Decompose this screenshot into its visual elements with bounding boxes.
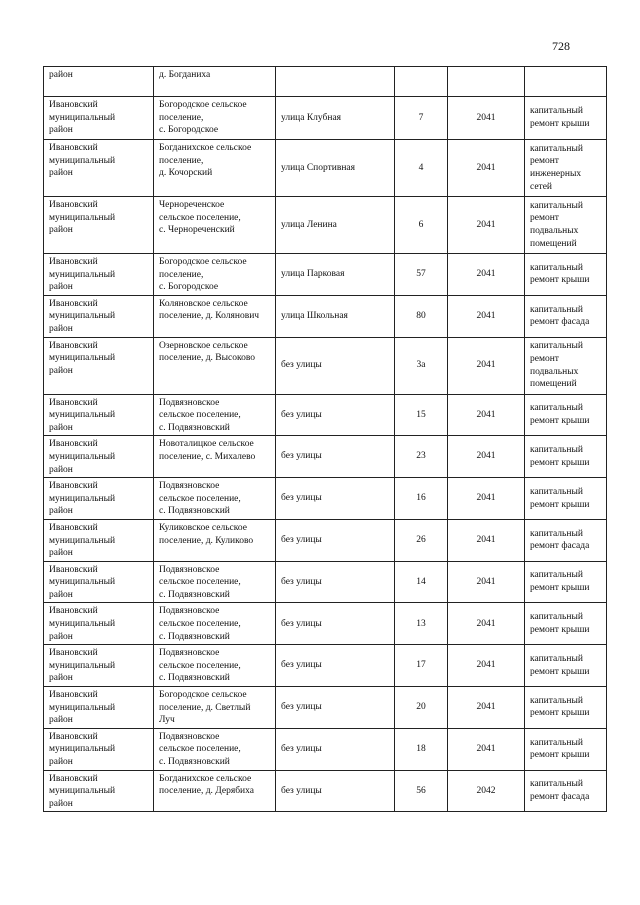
district-cell [44,728,154,770]
year-cell: 2041 [448,436,525,478]
settlement-cell [154,436,276,478]
work-type-cell-line: капитальный [530,262,583,273]
settlement-cell [154,394,276,436]
district-cell [44,140,154,197]
work-type-cell-line: капитальный [530,486,583,497]
settlement-cell-line: с. Чернореченский [159,225,235,236]
settlement-cell-line: поселение, с. Михалево [159,451,256,462]
street-cell: улица Школьная [276,295,395,337]
year-cell: 2041 [448,295,525,337]
settlement-cell-line: д. Кочорский [159,168,213,179]
district-cell-line: район [49,798,73,809]
work-type-cell-line: капитальный [530,654,583,665]
district-cell-line: Ивановский [49,200,98,210]
page-number: 728 [552,39,570,53]
district-cell-line: муниципальный [49,702,116,713]
settlement-cell-line: поселение, д. Дерябиха [159,786,254,797]
work-type-cell-line: капитальный [530,528,583,539]
work-type-cell-line: капитальный [530,200,583,211]
district-cell-line: муниципальный [49,660,116,671]
year-cell: 2042 [448,770,525,812]
table-row [44,254,607,296]
year-cell: 2041 [448,140,525,197]
district-cell [44,645,154,687]
settlement-cell-line: Подвязновское [159,481,220,492]
settlement-cell-line: Чернореченское [159,200,225,210]
street-cell: улица Парковая [276,254,395,296]
year-cell: 2041 [448,728,525,770]
settlement-cell-line: Подвязновское [159,564,220,575]
work-type-cell-line: ремонт крыши [530,119,590,129]
district-cell [44,687,154,729]
work-type-cell-line: капитальный [530,106,583,117]
work-type-cell [525,97,607,140]
work-type-cell-line: ремонт крыши [530,583,590,594]
district-cell-line: район [49,225,73,236]
settlement-cell-line: Подвязновское [159,648,220,659]
district-cell-line: район [49,168,73,179]
district-cell-line: муниципальный [49,493,116,504]
district-cell-line: Ивановский [49,690,98,701]
work-type-cell [525,770,607,812]
table-row [44,337,607,394]
settlement-cell-line: сельское поселение, [159,493,241,504]
work-type-cell [525,603,607,645]
district-cell-line: муниципальный [49,451,116,462]
work-type-cell [525,140,607,197]
work-type-cell-line: ремонт крыши [530,624,590,635]
street-cell: без улицы [276,478,395,520]
table-row [44,728,607,770]
settlement-cell-line: сельское поселение, [159,212,241,223]
work-type-cell-line: капитальный [530,612,583,623]
settlement-cell-line: Коляновское сельское [159,298,248,309]
work-type-cell [525,295,607,337]
work-type-cell-line: капитальный [530,403,583,414]
settlement-cell-line: Луч [159,715,175,726]
district-cell-line: муниципальный [49,269,116,280]
settlement-cell-line: сельское поселение, [159,619,241,630]
district-cell-line: район [49,323,73,334]
work-type-cell-line: капитальный [530,445,583,456]
table-row [44,561,607,603]
district-cell-line: Ивановский [49,731,98,742]
district-cell-line: муниципальный [49,155,116,166]
district-cell-line: Ивановский [49,340,98,351]
district-cell-line: Ивановский [49,773,98,784]
settlement-cell-line: Озерновское сельское [159,340,248,351]
work-type-cell-line: ремонт [530,353,559,364]
table-row [44,67,607,97]
settlement-cell-line: Подвязновское [159,731,220,742]
settlement-cell-line: поселение, [159,155,204,166]
settlement-cell-line: поселение, д. Высоково [159,353,256,364]
street-cell: улица Клубная [276,97,395,140]
work-type-cell-line: капитальный [530,779,583,790]
street-cell: без улицы [276,561,395,603]
table-row [44,436,607,478]
work-type-cell-line: ремонт [530,156,559,167]
district-cell-line: муниципальный [49,619,116,630]
table-row [44,140,607,197]
settlement-cell [154,140,276,197]
district-cell-line: район [49,365,73,376]
settlement-cell-line: Подвязновское [159,397,220,408]
work-type-cell-line: ремонт крыши [530,275,590,286]
work-type-cell-line: ремонт крыши [530,708,590,719]
table-row [44,770,607,812]
district-cell-line: муниципальный [49,212,116,223]
district-cell-line: муниципальный [49,353,116,364]
year-cell: 2041 [448,478,525,520]
work-type-cell-line: сетей [530,181,553,192]
work-type-cell [525,728,607,770]
settlement-cell-line: Богданихское сельское [159,143,252,153]
house-number-cell: 57 [395,254,448,296]
house-number-cell: 6 [395,197,448,254]
district-cell [44,561,154,603]
settlement-cell [154,728,276,770]
settlement-cell [154,770,276,812]
district-cell-line: Ивановский [49,522,98,533]
district-cell [44,254,154,296]
settlement-cell-line: д. Богданиха [159,70,211,80]
work-type-cell-line: капитальный [530,695,583,706]
work-type-cell [525,254,607,296]
district-cell-line: район [49,506,73,517]
settlement-cell-line: сельское поселение, [159,577,241,588]
district-cell-line: Ивановский [49,397,98,408]
work-type-cell [525,519,607,561]
street-cell: без улицы [276,337,395,394]
year-cell [448,67,525,97]
work-type-cell [525,478,607,520]
district-cell-line: район [49,673,73,684]
settlement-cell [154,67,276,97]
settlement-cell [154,337,276,394]
house-number-cell: 17 [395,645,448,687]
street-cell: улица Спортивная [276,140,395,197]
district-cell-line: район [49,715,73,726]
district-cell [44,337,154,394]
district-cell-line: муниципальный [49,786,116,797]
district-cell-line: Ивановский [49,648,98,659]
year-cell: 2041 [448,519,525,561]
table-row [44,394,607,436]
settlement-cell [154,478,276,520]
settlement-cell-line: сельское поселение, [159,744,241,755]
street-cell: без улицы [276,770,395,812]
house-number-cell: 80 [395,295,448,337]
settlement-cell [154,603,276,645]
year-cell: 2041 [448,603,525,645]
settlement-cell [154,254,276,296]
work-type-cell-line: ремонт фасада [530,791,590,802]
work-type-cell-line: капитальный [530,737,583,748]
district-cell-line: Ивановский [49,439,98,450]
district-cell-line: район [49,125,73,136]
district-cell-line: муниципальный [49,410,116,421]
settlement-cell-line: поселение, д. Светлый [159,702,251,713]
settlement-cell-line: сельское поселение, [159,660,241,671]
district-cell-line: муниципальный [49,112,116,123]
work-type-cell-line: ремонт [530,213,559,224]
table-row [44,478,607,520]
street-cell: улица Ленина [276,197,395,254]
work-type-cell-line: капитальный [530,570,583,581]
street-cell: без улицы [276,394,395,436]
settlement-cell [154,561,276,603]
year-cell: 2041 [448,645,525,687]
district-cell [44,197,154,254]
settlement-cell-line: Новоталицкое сельское [159,439,254,450]
district-cell-line: Ивановский [49,143,98,153]
settlement-cell-line: Богородское сельское [159,100,247,110]
settlement-cell-line: Куликовское сельское [159,522,247,533]
district-cell [44,519,154,561]
house-number-cell: 23 [395,436,448,478]
district-cell-line: Ивановский [49,100,98,110]
work-type-cell-line: ремонт фасада [530,541,590,552]
district-cell-line: район [49,70,73,80]
work-type-cell [525,67,607,97]
year-cell: 2041 [448,561,525,603]
house-number-cell: 3а [395,337,448,394]
work-type-cell-line: ремонт крыши [530,457,590,468]
work-type-cell-line: помещений [530,379,577,390]
house-number-cell: 7 [395,97,448,140]
house-number-cell: 18 [395,728,448,770]
district-cell-line: Ивановский [49,257,98,267]
settlement-cell-line: Подвязновское [159,606,220,617]
settlement-cell-line: с. Богородское [159,125,219,136]
settlement-cell-line: сельское поселение, [159,410,241,421]
table-row [44,197,607,254]
district-cell [44,67,154,97]
district-cell-line: муниципальный [49,744,116,755]
district-cell-line: Ивановский [49,298,98,309]
district-cell [44,478,154,520]
district-cell [44,770,154,812]
street-cell: без улицы [276,645,395,687]
district-cell [44,603,154,645]
work-type-cell-line: ремонт крыши [530,499,590,510]
table-row [44,97,607,140]
district-cell-line: район [49,282,73,293]
settlement-cell-line: поселение, [159,269,204,280]
work-type-cell [525,394,607,436]
house-number-cell: 20 [395,687,448,729]
district-cell-line: муниципальный [49,535,116,546]
work-type-cell [525,197,607,254]
work-type-cell-line: ремонт крыши [530,415,590,426]
district-cell-line: муниципальный [49,577,116,588]
house-number-cell: 56 [395,770,448,812]
district-cell-line: район [49,757,73,767]
district-cell [44,97,154,140]
district-cell-line: Ивановский [49,564,98,575]
street-cell [276,67,395,97]
year-cell: 2041 [448,197,525,254]
year-cell: 2041 [448,687,525,729]
district-cell-line: район [49,548,73,559]
work-type-cell [525,561,607,603]
house-number-cell: 15 [395,394,448,436]
year-cell: 2041 [448,337,525,394]
settlement-cell-line: с. Подвязновский [159,589,230,600]
district-cell-line: муниципальный [49,311,116,322]
settlement-cell-line: с. Подвязновский [159,673,230,684]
table-body [44,67,607,812]
work-type-cell-line: ремонт крыши [530,750,590,761]
year-cell: 2041 [448,394,525,436]
house-number-cell: 26 [395,519,448,561]
street-cell: без улицы [276,728,395,770]
work-type-cell-line: подвальных [530,226,579,236]
settlement-cell [154,295,276,337]
settlement-cell-line: с. Подвязновский [159,422,230,433]
street-cell: без улицы [276,519,395,561]
work-type-cell [525,645,607,687]
work-type-cell-line: капитальный [530,143,583,154]
settlement-cell-line: поселение, д. Куликово [159,535,254,546]
settlement-cell-line: с. Подвязновский [159,631,230,642]
house-number-cell [395,67,448,97]
work-type-cell-line: капитальный [530,304,583,315]
year-cell: 2041 [448,97,525,140]
street-cell: без улицы [276,436,395,478]
table-row [44,519,607,561]
work-type-cell-line: подвальных [530,366,579,377]
house-number-cell: 13 [395,603,448,645]
settlement-cell [154,519,276,561]
district-cell [44,295,154,337]
table-row [44,645,607,687]
settlement-cell [154,97,276,140]
settlement-cell [154,645,276,687]
settlement-cell-line: Богданихское сельское [159,773,252,784]
work-type-cell-line: помещений [530,238,577,249]
table-row [44,603,607,645]
table-row [44,687,607,729]
work-type-cell-line: ремонт крыши [530,666,590,677]
settlement-cell [154,687,276,729]
work-type-cell-line: инженерных [530,169,582,179]
settlement-cell-line: поселение, д. Колянович [159,311,260,322]
settlement-cell-line: Богородское сельское [159,257,247,267]
settlement-cell-line: с. Богородское [159,282,219,293]
year-cell: 2041 [448,254,525,296]
settlement-cell [154,197,276,254]
settlement-cell-line: с. Подвязновский [159,506,230,517]
street-cell: без улицы [276,603,395,645]
district-cell-line: Ивановский [49,606,98,617]
house-number-cell: 16 [395,478,448,520]
work-type-cell [525,436,607,478]
district-cell-line: район [49,422,73,433]
table-row [44,295,607,337]
work-type-cell-line: ремонт фасада [530,317,590,328]
district-cell-line: район [49,631,73,642]
work-type-cell [525,687,607,729]
district-cell [44,436,154,478]
house-number-cell: 14 [395,561,448,603]
district-cell [44,394,154,436]
house-number-cell: 4 [395,140,448,197]
district-cell-line: район [49,589,73,600]
district-cell-line: район [49,464,73,475]
street-cell: без улицы [276,687,395,729]
settlement-cell-line: поселение, [159,112,204,123]
work-type-cell [525,337,607,394]
district-cell-line: Ивановский [49,481,98,492]
repair-schedule-table [43,66,607,812]
work-type-cell-line: капитальный [530,341,583,352]
settlement-cell-line: с. Подвязновский [159,757,230,767]
settlement-cell-line: Богородское сельское [159,690,247,701]
